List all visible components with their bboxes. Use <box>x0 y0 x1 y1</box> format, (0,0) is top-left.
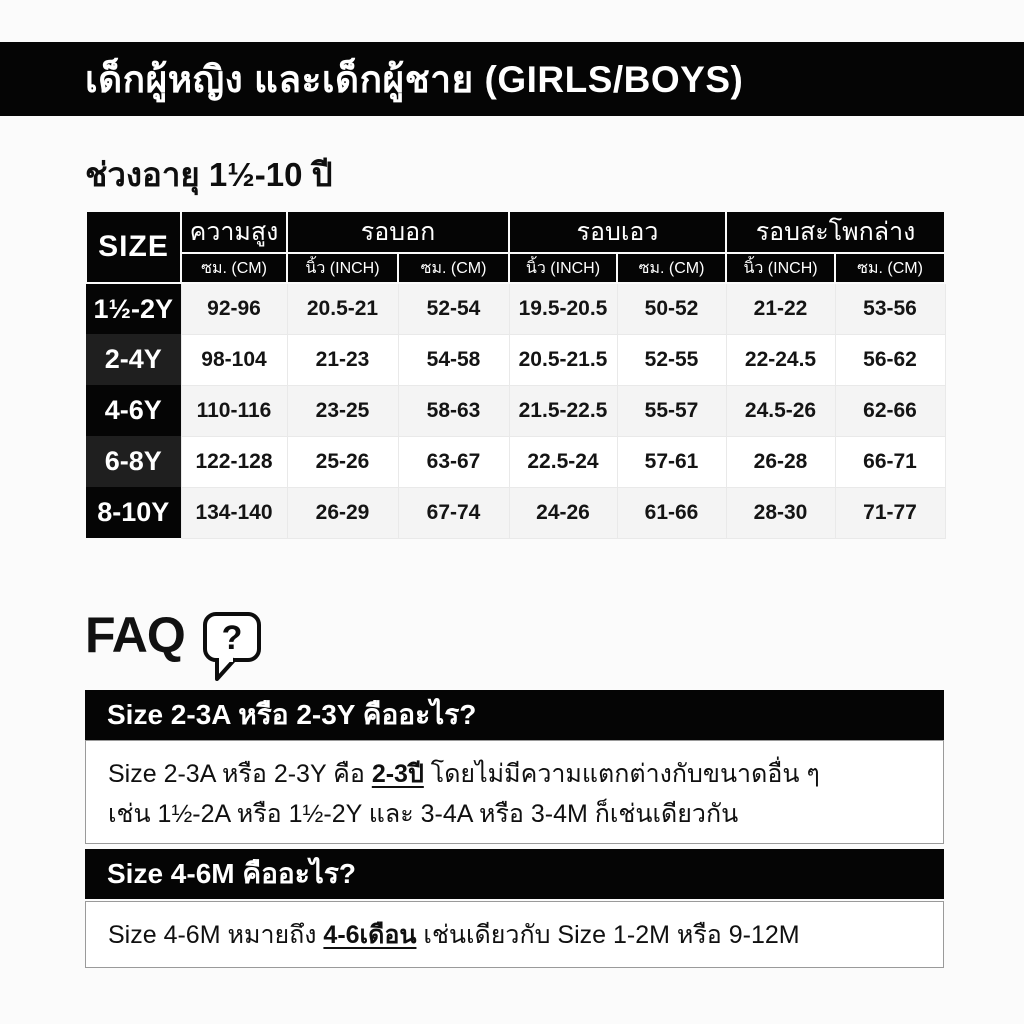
faq-answer-1-line1 <box>108 754 923 794</box>
table-cell: 58-63 <box>398 385 509 436</box>
unit-header: นิ้ว (INCH) <box>287 253 398 283</box>
table-cell: 21-23 <box>287 334 398 385</box>
table-cell: 26-29 <box>287 487 398 538</box>
table-cell: 134-140 <box>181 487 287 538</box>
table-group-header-row <box>86 211 945 253</box>
faq-title: FAQ <box>85 607 185 663</box>
answer-text: โดยไม่มีความแตกต่างกับขนาดอื่น ๆ <box>423 760 820 788</box>
table-cell: 54-58 <box>398 334 509 385</box>
table-cell: 19.5-20.5 <box>509 283 617 334</box>
faq-answer-2-line1 <box>108 915 800 955</box>
size-label: 4-6Y <box>86 385 181 436</box>
table-cell: 25-26 <box>287 436 398 487</box>
table-cell: 22-24.5 <box>726 334 835 385</box>
unit-header: ซม. (CM) <box>617 253 726 283</box>
table-row <box>86 385 945 436</box>
table-cell: 66-71 <box>835 436 945 487</box>
table-cell: 63-67 <box>398 436 509 487</box>
table-cell: 55-57 <box>617 385 726 436</box>
table-cell: 62-66 <box>835 385 945 436</box>
table-cell: 98-104 <box>181 334 287 385</box>
answer-text: Size 2-3A หรือ 2-3Y คือ <box>108 760 372 788</box>
table-cell: 21-22 <box>726 283 835 334</box>
table-cell: 67-74 <box>398 487 509 538</box>
faq-header <box>85 608 263 689</box>
table-cell: 20.5-21 <box>287 283 398 334</box>
faq-question-2 <box>85 849 944 899</box>
size-label: 8-10Y <box>86 487 181 538</box>
faq-answer-1 <box>85 740 944 844</box>
header-banner <box>0 42 1024 116</box>
unit-header: ซม. (CM) <box>835 253 945 283</box>
table-cell: 57-61 <box>617 436 726 487</box>
chest-group-header: รอบอก <box>287 211 509 253</box>
table-cell: 21.5-22.5 <box>509 385 617 436</box>
waist-group-header: รอบเอว <box>509 211 726 253</box>
answer-highlight: 2-3ปี <box>371 760 424 788</box>
table-row <box>86 487 945 538</box>
unit-header: ซม. (CM) <box>398 253 509 283</box>
faq-question-1 <box>85 690 944 740</box>
faq-question-1-text: Size 2-3A หรือ 2-3Y คืออะไร? <box>107 699 477 730</box>
size-label: 6-8Y <box>86 436 181 487</box>
unit-header: นิ้ว (INCH) <box>726 253 835 283</box>
hip-group-header: รอบสะโพกล่าง <box>726 211 945 253</box>
faq-question-2-text: Size 4-6M คืออะไร? <box>107 858 357 889</box>
table-cell: 52-54 <box>398 283 509 334</box>
table-cell: 92-96 <box>181 283 287 334</box>
table-cell: 110-116 <box>181 385 287 436</box>
size-chart-table <box>85 210 946 539</box>
table-unit-header-row <box>86 253 945 283</box>
unit-header: ซม. (CM) <box>181 253 287 283</box>
table-cell: 56-62 <box>835 334 945 385</box>
table-cell: 28-30 <box>726 487 835 538</box>
header-banner-title: เด็กผู้หญิง และเด็กผู้ชาย (GIRLS/BOYS) <box>85 58 744 100</box>
table-cell: 24.5-26 <box>726 385 835 436</box>
size-label: 2-4Y <box>86 334 181 385</box>
table-cell: 61-66 <box>617 487 726 538</box>
table-row <box>86 334 945 385</box>
table-row <box>86 436 945 487</box>
unit-header: นิ้ว (INCH) <box>509 253 617 283</box>
table-cell: 23-25 <box>287 385 398 436</box>
svg-text:?: ? <box>221 619 243 657</box>
table-cell: 122-128 <box>181 436 287 487</box>
answer-highlight: 4-6เดือน <box>323 920 417 949</box>
table-row <box>86 283 945 334</box>
answer-text: Size 4-6M หมายถึง <box>108 920 324 949</box>
faq-answer-2 <box>85 901 944 968</box>
size-column-header: SIZE <box>86 211 181 283</box>
table-cell: 20.5-21.5 <box>509 334 617 385</box>
age-range-subtitle: ช่วงอายุ 1½-10 ปี <box>85 156 333 193</box>
table-cell: 22.5-24 <box>509 436 617 487</box>
table-cell: 26-28 <box>726 436 835 487</box>
table-cell: 24-26 <box>509 487 617 538</box>
size-label: 1½-2Y <box>86 283 181 334</box>
table-cell: 53-56 <box>835 283 945 334</box>
faq-answer-1-line2: เช่น 1½-2A หรือ 1½-2Y และ 3-4A หรือ 3-4M ก็เช่นเดียวกัน <box>108 800 739 828</box>
table-cell: 52-55 <box>617 334 726 385</box>
table-cell: 71-77 <box>835 487 945 538</box>
question-speech-bubble-icon <box>201 610 263 689</box>
height-group-header: ความสูง <box>181 211 287 253</box>
answer-text: เช่นเดียวกับ Size 1-2M หรือ 9-12M <box>416 920 800 949</box>
table-cell: 50-52 <box>617 283 726 334</box>
